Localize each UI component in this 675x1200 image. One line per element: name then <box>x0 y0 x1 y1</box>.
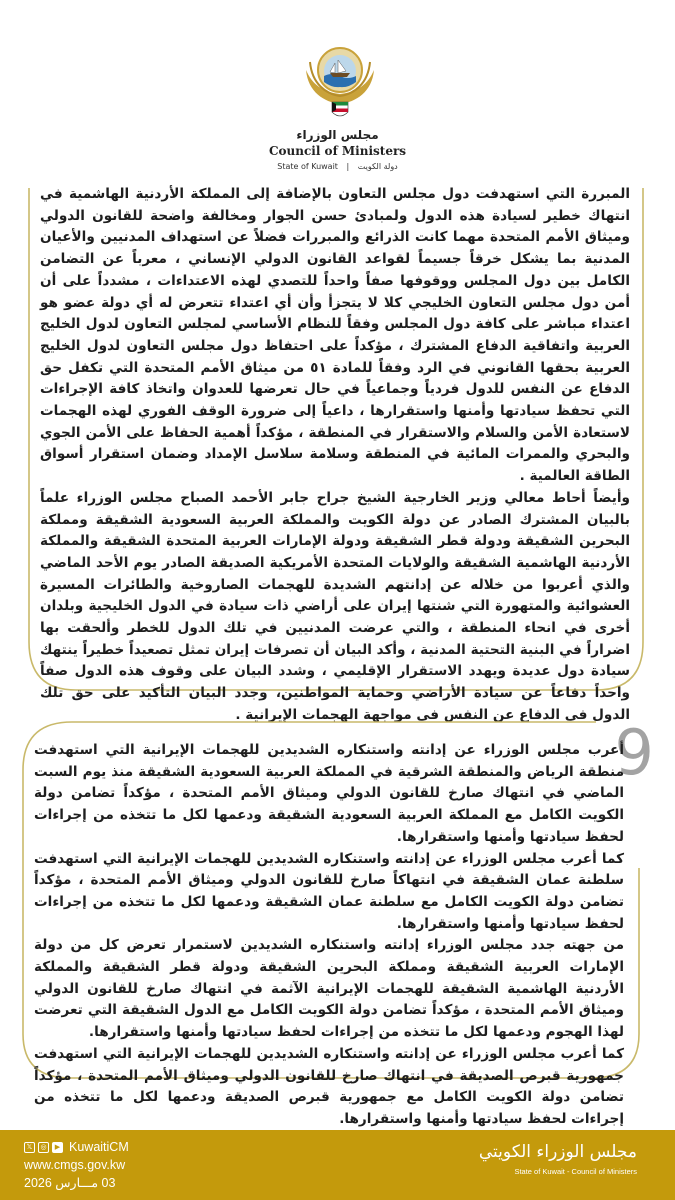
item-number: 9 <box>614 716 654 789</box>
paragraph: من جهته جدد مجلس الوزراء إدانته واستنكاره الشديدين لاستمرار تعرض كل من دولة الإمارات العربية الشقيقة ومملكة البحرين الشقيقة ودولة قطر الشقيقة والمملكة الأردنية الهاشمية الشقيقة للهجمات الإيرانية الآثمة في انتهاك صارخ للقانون الدولي وميثاق الأمم المتحدة ، مؤكداً تضامن دولة الكويت الكامل مع الدول الشقيقة التي تعرضت لهذا الهجوم ودعمها لكل ما تتخذه من إجراءات لحفظ سيادتها وأمنها واستقرارها. <box>34 937 624 1041</box>
letterhead <box>0 0 675 178</box>
separator: | <box>346 162 350 171</box>
footer-org <box>479 1142 637 1176</box>
youtube-icon[interactable]: ▶ <box>52 1142 63 1153</box>
state-english: State of Kuwait <box>277 162 338 171</box>
paragraph: كما أعرب مجلس الوزراء عن إدانته واستنكاره الشديدين للهجمات الإيرانية التي استهدفت جمهورية قبرص الصديقة في انتهاك صارخ للقانون الدولي وميثاق الأمم المتحدة ، مؤكداً تضامن دولة الكويت الكامل مع جمهورية قبرص الصديقة ودعمها لكل ما تتخذه من إجراءات لحفظ سيادتها وأمنها واستقرارها. <box>34 1045 624 1127</box>
state-line <box>0 162 675 171</box>
instagram-icon[interactable]: ◎ <box>38 1142 49 1153</box>
footer-org-arabic: مجلس الوزراء الكويتي <box>478 1142 637 1162</box>
org-name-english: Council of Ministers <box>268 144 407 158</box>
paragraph: وأيضاً أحاط معالي وزير الخارجية الشيخ جراح جابر الأحمد الصباح مجلس الوزراء علماً بالبيان المشترك الصادر عن دولة الكويت والمملكة العربية السعودية الشقيقة ومملكة البحرين الشقيقة ودولة قطر الشقيقة ودولة الإمارات العربية المتحدة الشقيقة والمملكة الأردنية الهاشمية الشقيقة والولايات المتحدة الأمريكية الصديقة الصادر يوم الأحد الماضي والذي أعربوا من خلاله عن إدانتهم الشديدة للهجمات الصاروخية والطائرات المسيرة العشوائية والمتهورة التي شنتها إيران على أراضي ذات سيادة في الدول الخليجية وبلدان أخرى في انحاء المنطقة ، والتي عرضت المدنيين في تلك الدول للخطر وألحقت بها اضراراً في البنية التحتية المدنية ، وأكد البيان أن تصرفات إيران تمثل تصعيداً خطيراً ينتهك سيادة دول عديدة ويهدد الاستقرار الإقليمي ، وشدد البيان على وقوف هذه الدول صفاً واحداً دفاعاً عن سيادة الأراضي وحماية المواطنين، وجدد البيان التأكيد على حق تلك الدول في الدفاع عن النفس في مواجهة الهجمات الإيرانية . <box>40 489 630 723</box>
org-name-arabic: مجلس الوزراء <box>296 128 379 142</box>
paragraph: أعرب مجلس الوزراء عن إدانته واستنكاره الشديدين للهجمات الإيرانية التي استهدفت منطقة الرياض والمنطقة الشرقية في المملكة العربية السعودية الشقيقة منذ يوم السبت الماضي في انتهاك صارخ للقانون الدولي وميثاق الأمم المتحدة ، مؤكداً تضامن دولة الكويت الكامل مع المملكة العربية السعودية الشقيقة ودعمها لكل ما تتخذه من إجراءات لحفظ سيادتها وأمنها واستقرارها. <box>34 742 624 845</box>
paragraph: كما أعرب مجلس الوزراء عن إدانته واستنكاره الشديدين للهجمات الإيرانية التي استهدفت سلطنة عمان الشقيقة في انتهاكاً صارخ للقانون الدولي وميثاق الأمم المتحدة ، مؤكداً تضامن دولة الكويت الكامل مع سلطنة عمان الشقيقة ودعمها لكل ما تتخذه من إجراءات لحفظ سيادتها وأمنها واستقرارها. <box>34 850 624 932</box>
state-arabic: دولة الكويت <box>357 162 398 171</box>
footer-org-english: State of Kuwait - Council of Ministers <box>514 1167 637 1176</box>
social-row <box>24 1138 129 1156</box>
footer-band <box>0 1130 675 1200</box>
statement-section-continued <box>26 180 646 723</box>
x-icon[interactable]: 𝕏 <box>24 1142 35 1153</box>
kuwait-emblem-icon <box>302 40 378 122</box>
social-handle[interactable]: KuwaitiCM <box>69 1140 129 1154</box>
paragraph: المبررة التي استهدفت دول مجلس التعاون بالإضافة إلى المملكة الأردنية الهاشمية في انتهاك خطير لسيادة هذه الدول ولمبادئ حسن الجوار ومخالفة واضحة للقانون الدولي وميثاق الأمم المتحدة مهما كانت الذرائع والمبررات فضلاً عن استهداف المدنيين والأعيان المدنية بما يشكل خرقاً جسيماً لقواعد القانون الدولي الإنساني ، معرباً عن التضامن الكامل بين دول المجلس ووقوفها صفاً واحداً للتصدي لهذه الاعتداءات ، مشدداً على أن أمن دول مجلس التعاون الخليجي كلا لا يتجزأ وأن أي اعتداء تتعرض له أي دولة عضو هو اعتداء مباشر على كافة دول المجلس وفقاً للنظام الأساسي لمجلس التعاون لدول الخليج العربية واتفاقية الدفاع المشترك ، مؤكداً على احتفاظ دول مجلس التعاون لدول الخليج العربية بحقها القانوني في الرد وفقاً للمادة ٥١ من ميثاق الأمم المتحدة التي تكفل حق الدفاع عن النفس للدول فردياً وجماعياً في حال تعرضها للعدوان واتخاذ كافة الإجراءات التي تحفظ سيادتها وأمنها واستقرارها ، داعياً إلى ضرورة الوقف الفوري لهذه الهجمات لاستعادة الأمن والسلام والاستقرار في المنطقة ، مؤكداً أهمية الحفاظ على الأمن الجوي والبحري والممرات المائية في المنطقة وسلامة سلاسل الإمداد وضمان استقرار أسواق الطاقة العالمية . <box>40 186 630 485</box>
footer-contact <box>24 1138 129 1192</box>
website-link[interactable]: www.cmgs.gov.kw <box>24 1158 126 1172</box>
statement-section-9 <box>20 716 654 1127</box>
publication-date: 03 مـــارس 2026 <box>24 1176 116 1190</box>
